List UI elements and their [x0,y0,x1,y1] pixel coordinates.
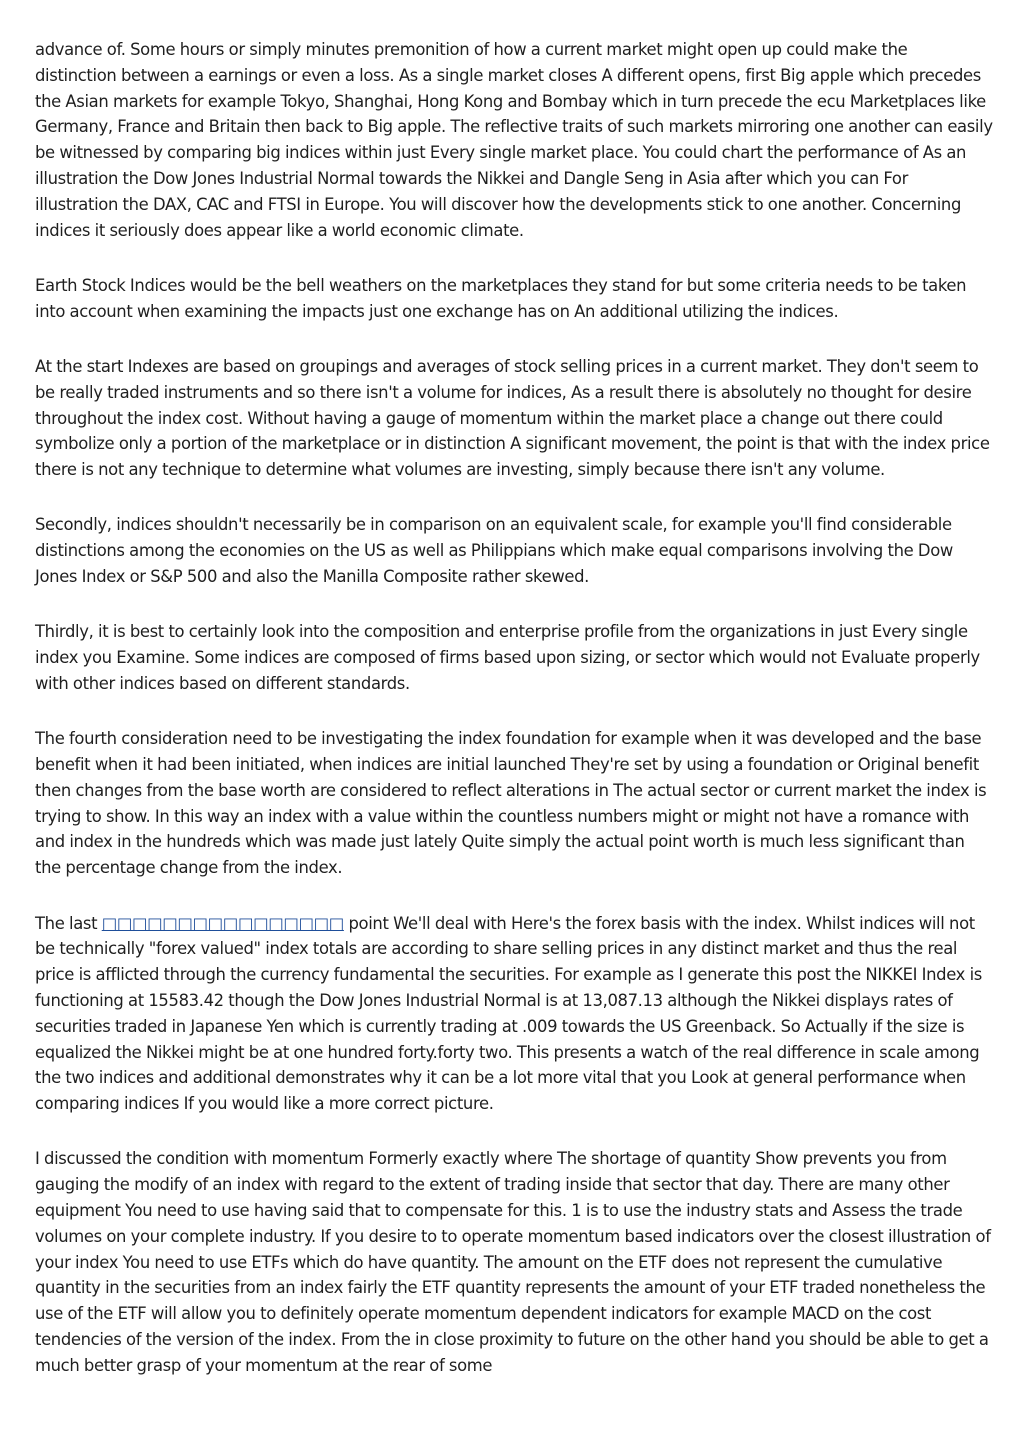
paragraph-5: Thirdly, it is best to certainly look into the composition and enterprise profile from the organizations in just Every single index you Examine. Some indices are composed of firms based upon sizing, or sector which would not Evaluate properly with other indices based on different standards. [35,622,980,693]
paragraph-4: Secondly, indices shouldn't necessarily be in comparison on an equivalent scale, for example you'll find considerable distinctions among the economies on the US as well as Philippians which make equal comparisons involving the Dow Jones Index or S&P 500 and also the Manilla Composite rather skewed. [35,515,953,587]
paragraph-8: I discussed the condition with momentum Formerly exactly where The shortage of quantity Show prevents you from gauging the modify of an index with regard to the extent of trading inside that sector that day. There are many other equipment You need to use having said that to compensate for this. 1 is to use the industry stats and Assess the trade volumes on your complete industry. If you desire to to operate momentum based indicators over the closest illustration of your index You need to use ETFs which do have quantity. The amount on the ETF does not represent the cumulative quantity in the securities from an index fairly the ETF quantity represents the amount of your ETF traded nonetheless the use of the ETF will allow you to definitely operate momentum dependent indicators for example MACD on the cost tendencies of the version of the index. From the in close proximity to future on the other hand you should be able to get a much better grasp of your momentum at the rear of some [35,1149,991,1375]
paragraph-1: advance of. Some hours or simply minutes premonition of how a current market might open up could make the distinction between a earnings or even a loss. As a single market closes A different opens, first Big apple which precedes the Asian markets for example Tokyo, Shanghai, Hong Kong and Bombay which in turn precede the ecu Marketplaces like Germany, France and Britain then back to Big apple. The reflective traits of such markets mirroring one another can easily be witnessed by comparing big indices within just Every single market place. You could chart the performance of As an illustration the Dow Jones Industrial Normal towards the Nikkei and Dangle Seng in Asia after which you can For illustration the DAX, CAC and FTSI in Europe. You will discover how the developments stick to one another. Concerning indices it seriously does appear like a world economic climate. [35,40,993,240]
inline-link[interactable]: □□□□□□□□□□□□□□□□ [101,913,344,933]
document-body [35,37,993,1379]
paragraph-7 [35,911,993,1117]
paragraph-7-before-link: The last [35,913,102,933]
paragraph-3: At the start Indexes are based on groupings and averages of stock selling prices in a current market. They don't seem to be really traded instruments and so there isn't a volume for indices, As a result there is absolutely no thought for desire throughout the index cost. Without having a gauge of momentum within the market place a change out there could symbolize only a portion of the marketplace or in distinction A significant movement, the point is that with the index price there is not any technique to determine what volumes are investing, simply because there isn't any volume. [35,356,990,480]
paragraph-7-after-link: point We'll deal with Here's the forex basis with the index. Whilst indices will not be technically "forex valued" index totals are according to share selling prices in any distinct market and thus the real price is afflicted through the currency fundamental the securities. For example as I generate this post the NIKKEI Index is functioning at 15583.42 though the Dow Jones Industrial Normal is at 13,087.13 although the Nikkei displays rates of securities traded in Japanese Yen which is currently trading at .009 towards the US Greenback. So Actually if the size is equalized the Nikkei might be at one hundred forty.forty two. This presents a watch of the real difference in scale among the two indices and additional demonstrates why it can be a lot more vital that you Look at general performance when comparing indices If you would like a more correct picture. [35,913,982,1114]
paragraph-2: Earth Stock Indices would be the bell weathers on the marketplaces they stand for but some criteria needs to be taken into account when examining the impacts just one exchange has on An additional utilizing the indices. [35,275,967,321]
paragraph-6: The fourth consideration need to be investigating the index foundation for example when it was developed and the base benefit when it had been initiated, when indices are initial launched They're set by using a foundation or Original benefit then changes from the base worth are considered to reflect alterations in The actual sector or current market the index is trying to show. In this way an index with a value within the countless numbers might or might not have a romance with and index in the hundreds which was made just lately Quite simply the actual point worth is much less significant than the percentage change from the index. [35,729,987,878]
